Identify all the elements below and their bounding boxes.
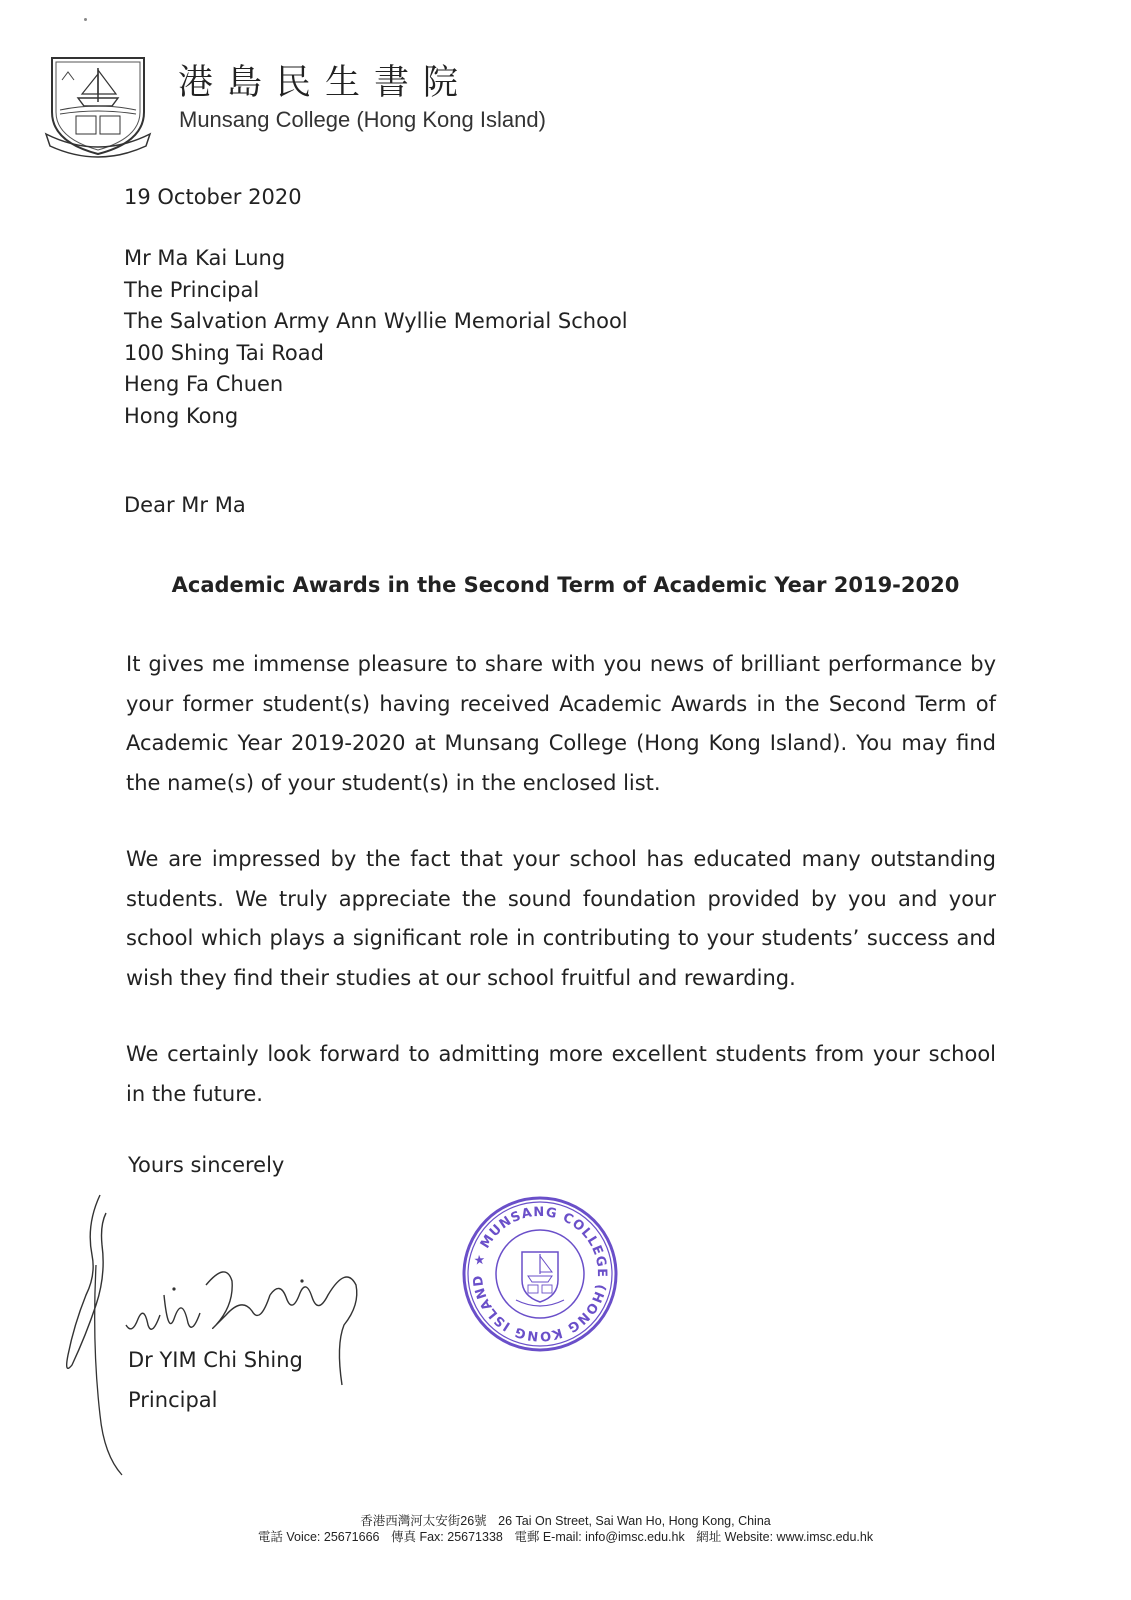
footer-address-line bbox=[0, 1513, 1131, 1529]
recipient-city: Hong Kong bbox=[124, 403, 239, 428]
footer-address-en: 26 Tai On Street, Sai Wan Ho, Hong Kong, China bbox=[498, 1514, 771, 1528]
recipient-school: The Salvation Army Ann Wyllie Memorial School bbox=[124, 309, 628, 333]
letter-subject: Academic Awards in the Second Term of Academic Year 2019-2020 bbox=[171, 573, 960, 597]
school-name-english: Munsang College (Hong Kong Island) bbox=[179, 107, 546, 132]
school-crest-logo bbox=[44, 50, 152, 162]
recipient-district: Heng Fa Chuen bbox=[124, 372, 284, 396]
footer-address-cn: 香港西灣河太安街26號 bbox=[360, 1514, 487, 1528]
signer-title: Principal bbox=[128, 1388, 218, 1412]
footer-fax: 傳真 Fax: 25671338 bbox=[390, 1530, 503, 1544]
school-seal-stamp bbox=[458, 1192, 622, 1356]
closing: Yours sincerely bbox=[128, 1153, 285, 1177]
recipient-name: Mr Ma Kai Lung bbox=[124, 246, 286, 270]
body-paragraph-3: We certainly look forward to admitting more excellent students from your school in the future. bbox=[126, 1042, 996, 1106]
signature-icon bbox=[56, 1185, 386, 1485]
footer-voice: 電話 Voice: 25671666 bbox=[257, 1530, 380, 1544]
handwritten-signature bbox=[56, 1185, 386, 1485]
signer-name: Dr YIM Chi Shing bbox=[128, 1348, 303, 1372]
body-paragraph-2: We are impressed by the fact that your school has educated many outstanding students. We truly appreciate the sound foundation provided by you and your school which plays a significant role in contributing to your students’ success and wish they find their studies at our school fruitful and rewarding. bbox=[126, 847, 996, 990]
crest-icon bbox=[44, 50, 152, 162]
recipient-address bbox=[124, 246, 628, 435]
recipient-title: The Principal bbox=[124, 277, 260, 302]
footer-email: 電郵 E-mail: info@imsc.edu.hk bbox=[514, 1530, 685, 1544]
recipient-street: 100 Shing Tai Road bbox=[124, 340, 324, 365]
svg-text:★ MUNSANG COLLEGE (HONG KONG I: ★ MUNSANG COLLEGE (HONG KONG ISLAND bbox=[470, 1204, 610, 1344]
school-name-chinese: 港島民生書院 bbox=[178, 63, 473, 103]
letter-footer bbox=[0, 1513, 1131, 1545]
letter-date: 19 October 2020 bbox=[124, 185, 302, 209]
footer-website: 網址 Website: www.imsc.edu.hk bbox=[696, 1530, 874, 1544]
footer-contact-line bbox=[0, 1529, 1131, 1545]
seal-icon bbox=[458, 1192, 622, 1356]
body-paragraph-1: It gives me immense pleasure to share with you news of brilliant performance by your former student(s) having received Academic Awards in the Second Term of Academic Year 2019-2020 at Munsang College (Hong Kong Island). You may find the name(s) of your student(s) in the enclosed list. bbox=[126, 652, 996, 795]
salutation: Dear Mr Ma bbox=[124, 493, 246, 517]
scan-speck bbox=[84, 18, 87, 21]
